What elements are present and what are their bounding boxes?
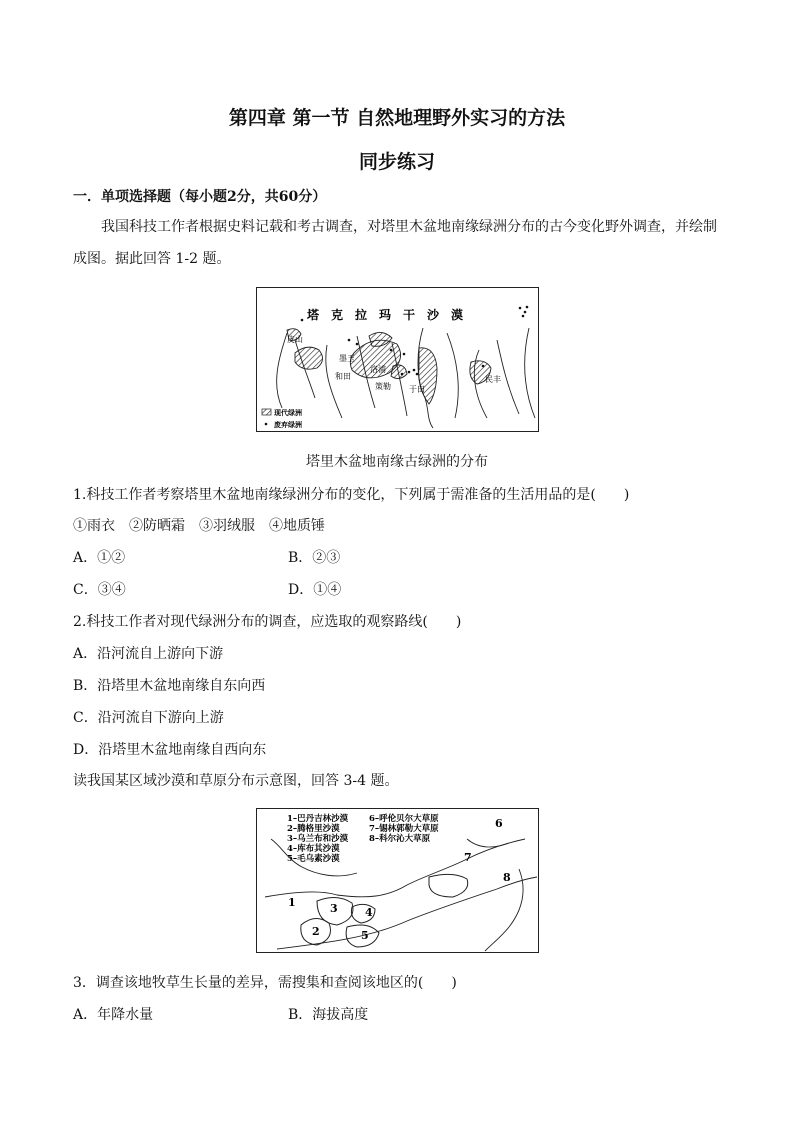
area-number-5: 5 (361, 929, 369, 942)
legend-item: 8–科尔沁大草原 (369, 834, 431, 844)
town-label-qira: 策勒 (375, 382, 391, 391)
q1-option-c[interactable]: C．③④ (73, 582, 126, 598)
desert-label: 塔 克 拉 玛 干 沙 漠 (307, 308, 464, 322)
intro-paragraph-1: 我国科技工作者根据史料记载和考古调查，对塔里木盆地南缘绿洲分布的古今变化野外调查，并绘制成图。据此回答 1-2 题。 (73, 219, 717, 267)
q1-option-a[interactable]: A．①② (73, 550, 126, 566)
page-title: 第四章 第一节 自然地理野外实习的方法 (228, 107, 566, 129)
q2-option-b[interactable]: B．沿塔里木盆地南缘自东向西 (73, 678, 266, 694)
area-number-8: 8 (503, 871, 511, 884)
figure1-caption: 塔里木盆地南缘古绿洲的分布 (306, 454, 488, 470)
legend-item: 1–巴丹吉林沙漠 (287, 814, 349, 824)
legend-abandoned-label: 废弃绿洲 (274, 420, 302, 429)
q1-stem: 1.科技工作者考察塔里木盆地南缘绿洲分布的变化，下列属于需准备的生活用品的是( ) (73, 487, 630, 503)
legend-item: 5–毛乌素沙漠 (287, 854, 340, 864)
desert-shapes (301, 874, 468, 947)
q3-option-a[interactable]: A．年降水量 (73, 1007, 154, 1023)
area-number-6: 6 (495, 817, 503, 830)
intro-paragraph-2: 读我国某区域沙漠和草原分布示意图，回答 3-4 题。 (73, 773, 399, 789)
town-label-pishan: 皮山 (287, 335, 303, 344)
area-number-1: 1 (288, 896, 296, 909)
q2-option-c[interactable]: C．沿河流自下游向上游 (73, 710, 224, 726)
town-label-minfeng: 民丰 (485, 375, 501, 384)
legend-item: 4–库布其沙漠 (287, 844, 340, 854)
town-label-yutian: 于田 (409, 385, 425, 394)
q2-option-a[interactable]: A．沿河流自上游向下游 (73, 646, 224, 662)
q1-option-d[interactable]: D．①④ (288, 582, 342, 598)
town-label-luopu: 洛浦 (370, 365, 386, 374)
desert-grassland-map-svg (257, 809, 538, 952)
desert-grassland-map (256, 808, 539, 953)
legend-modern-label: 现代绿洲 (274, 408, 302, 417)
q1-items: ①雨衣 ②防晒霜 ③羽绒服 ④地质锤 (73, 518, 325, 534)
legend-modern-swatch (262, 409, 271, 415)
legend-abandoned-dot (265, 423, 268, 426)
legend-item: 3–乌兰布和沙漠 (287, 834, 349, 844)
map-legend (287, 813, 439, 864)
legend-item: 6–呼伦贝尔大草原 (369, 814, 439, 824)
q3-stem: 3．调查该地牧草生长量的差异，需搜集和查阅该地区的( ) (73, 975, 457, 991)
legend-item: 7–锡林郭勒大草原 (369, 824, 439, 834)
page-subtitle: 同步练习 (358, 151, 435, 173)
legend-item: 2–腾格里沙漠 (287, 824, 340, 834)
area-number-3: 3 (330, 902, 338, 915)
q2-stem: 2.科技工作者对现代绿洲分布的调查，应选取的观察路线( ) (73, 614, 462, 630)
tarim-oasis-map (256, 287, 539, 432)
tarim-oasis-map-svg (257, 288, 538, 431)
q2-option-d[interactable]: D．沿塔里木盆地南缘自西向东 (73, 742, 267, 758)
area-number-2: 2 (312, 925, 320, 938)
area-number-4: 4 (365, 906, 373, 919)
q1-option-b[interactable]: B．②③ (288, 550, 341, 566)
section-heading: 一．单项选择题（每小题2分，共60分） (73, 189, 327, 205)
town-label-moyu: 墨玉 (339, 354, 355, 363)
town-label-hotan: 和田 (335, 372, 351, 381)
area-number-7: 7 (464, 851, 472, 864)
q3-option-b[interactable]: B．海拔高度 (288, 1007, 369, 1023)
modern-oases (287, 329, 491, 404)
